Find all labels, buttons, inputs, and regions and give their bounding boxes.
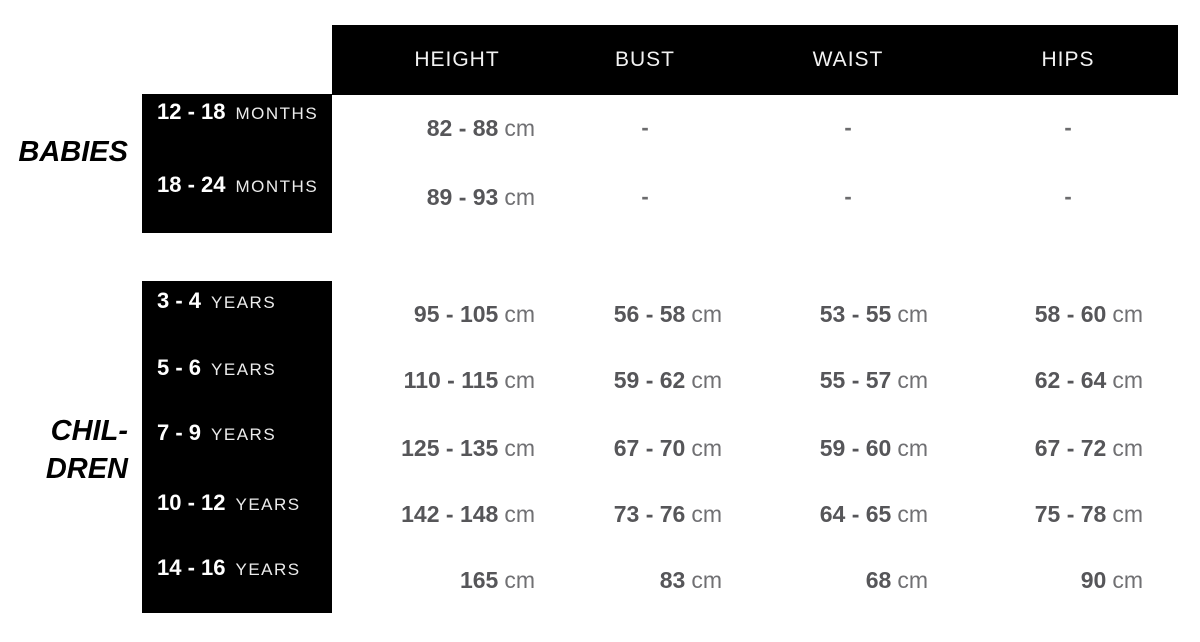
column-header-bust: BUST — [614, 48, 675, 71]
cell-unit: cm — [691, 567, 722, 593]
cell-hips-10-12 — [943, 497, 1143, 531]
cell-unit: cm — [1112, 367, 1143, 393]
cell-unit: cm — [691, 435, 722, 461]
size-age-unit: MONTHS — [235, 177, 319, 196]
cell-value: 62 - 64 — [1034, 367, 1107, 393]
size-age-unit: YEARS — [211, 425, 277, 444]
size-row-label-5-6-years — [157, 351, 276, 385]
cell-unit: cm — [504, 435, 535, 461]
size-row-label-14-16-years — [157, 551, 301, 585]
cell-unit: cm — [1112, 501, 1143, 527]
cell-waist-12-18: - — [844, 115, 852, 140]
cell-unit: cm — [897, 435, 928, 461]
size-row-label-3-4-years — [157, 284, 276, 318]
cell-value: 59 - 62 — [613, 367, 686, 393]
cell-value: 73 - 76 — [613, 501, 686, 527]
cell-hips-3-4 — [943, 297, 1143, 331]
cell-bust-3-4 — [522, 297, 722, 331]
cell-hips-18-24: - — [1064, 184, 1072, 209]
cell-value: 67 - 70 — [613, 435, 686, 461]
section-label-children-line2: DREN — [45, 453, 128, 485]
cell-value: 165 — [459, 567, 499, 593]
size-range: 14 - 16 — [157, 555, 226, 580]
cell-value: 55 - 57 — [819, 367, 892, 393]
cell-bust-14-16 — [522, 563, 722, 597]
cell-value: 68 — [865, 567, 892, 593]
column-header-height: HEIGHT — [414, 48, 500, 71]
cell-bust-10-12 — [522, 497, 722, 531]
cell-unit: cm — [504, 367, 535, 393]
cell-unit: cm — [691, 501, 722, 527]
cell-waist-14-16 — [728, 563, 928, 597]
cell-value: 142 - 148 — [401, 501, 499, 527]
cell-unit: cm — [1112, 435, 1143, 461]
cell-value: 89 - 93 — [426, 184, 499, 210]
column-header-waist: WAIST — [812, 48, 884, 71]
size-range: 5 - 6 — [157, 355, 202, 380]
size-age-unit: MONTHS — [235, 104, 319, 123]
cell-unit: cm — [897, 301, 928, 327]
size-range: 7 - 9 — [157, 420, 202, 445]
cell-unit: cm — [1112, 301, 1143, 327]
cell-waist-3-4 — [728, 297, 928, 331]
section-label-children — [0, 412, 128, 488]
size-age-unit: YEARS — [211, 293, 277, 312]
size-range: 3 - 4 — [157, 288, 202, 313]
size-age-unit: YEARS — [211, 360, 277, 379]
cell-unit: cm — [504, 184, 535, 210]
size-row-label-18-24-months — [157, 168, 318, 202]
cell-waist-18-24: - — [844, 184, 852, 209]
size-range: 12 - 18 — [157, 99, 226, 124]
cell-hips-14-16 — [943, 563, 1143, 597]
cell-height-18-24 — [335, 180, 535, 214]
cell-unit: cm — [897, 367, 928, 393]
cell-value: 82 - 88 — [426, 115, 499, 141]
cell-unit: cm — [691, 301, 722, 327]
cell-bust-7-9 — [522, 431, 722, 465]
cell-value: 58 - 60 — [1034, 301, 1107, 327]
cell-value: 53 - 55 — [819, 301, 892, 327]
cell-unit: cm — [504, 301, 535, 327]
cell-bust-18-24: - — [641, 184, 649, 209]
cell-unit: cm — [504, 501, 535, 527]
cell-bust-12-18: - — [641, 115, 649, 140]
cell-value: 64 - 65 — [819, 501, 892, 527]
cell-height-10-12 — [335, 497, 535, 531]
cell-value: 75 - 78 — [1034, 501, 1107, 527]
cell-value: 110 - 115 — [403, 367, 499, 393]
cell-unit: cm — [1112, 567, 1143, 593]
size-age-unit: YEARS — [235, 560, 301, 579]
cell-unit: cm — [504, 567, 535, 593]
section-label-babies: BABIES — [18, 136, 128, 168]
cell-waist-7-9 — [728, 431, 928, 465]
cell-height-7-9 — [335, 431, 535, 465]
cell-value: 95 - 105 — [413, 301, 499, 327]
cell-height-14-16 — [335, 563, 535, 597]
cell-hips-12-18: - — [1064, 115, 1072, 140]
cell-height-12-18 — [335, 111, 535, 145]
cell-bust-5-6 — [522, 363, 722, 397]
cell-hips-5-6 — [943, 363, 1143, 397]
size-row-label-12-18-months — [157, 95, 318, 129]
size-row-label-7-9-years — [157, 416, 276, 450]
cell-height-3-4 — [335, 297, 535, 331]
cell-value: 125 - 135 — [401, 435, 499, 461]
section-label-children-line1: CHIL- — [50, 415, 128, 447]
cell-value: 56 - 58 — [613, 301, 686, 327]
cell-hips-7-9 — [943, 431, 1143, 465]
size-range: 10 - 12 — [157, 490, 226, 515]
cell-unit: cm — [691, 367, 722, 393]
cell-value: 83 — [659, 567, 686, 593]
cell-unit: cm — [897, 501, 928, 527]
cell-height-5-6 — [335, 363, 535, 397]
cell-waist-5-6 — [728, 363, 928, 397]
cell-waist-10-12 — [728, 497, 928, 531]
cell-value: 67 - 72 — [1034, 435, 1107, 461]
column-header-hips: HIPS — [1041, 48, 1095, 71]
cell-unit: cm — [897, 567, 928, 593]
size-age-unit: YEARS — [235, 495, 301, 514]
cell-value: 59 - 60 — [819, 435, 892, 461]
size-row-label-10-12-years — [157, 486, 301, 520]
cell-unit: cm — [504, 115, 535, 141]
size-range: 18 - 24 — [157, 172, 226, 197]
cell-value: 90 — [1080, 567, 1107, 593]
